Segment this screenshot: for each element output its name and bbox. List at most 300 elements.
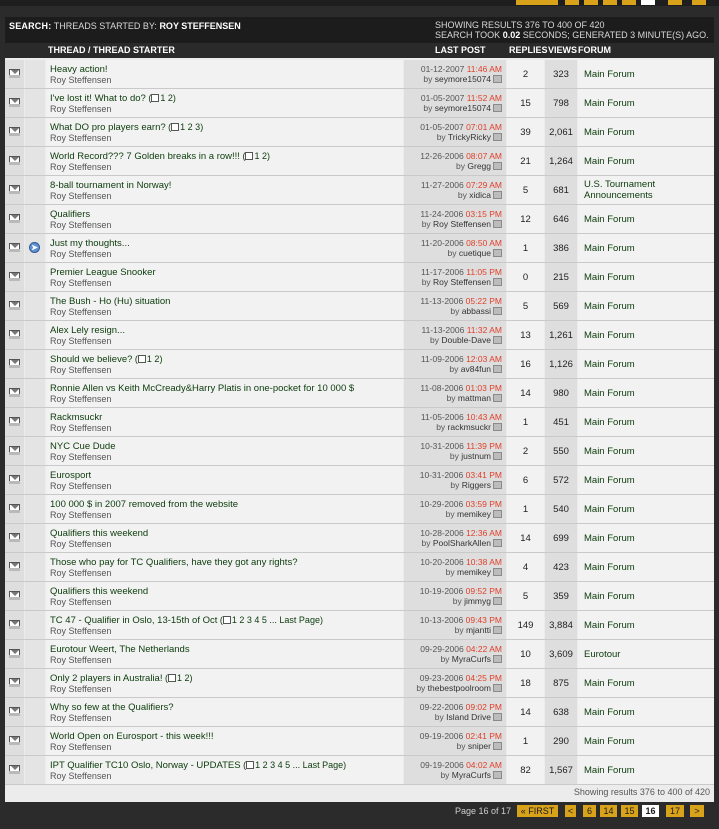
last-post-by: by justnum bbox=[420, 451, 502, 461]
last-post-user[interactable]: MyraCurfs bbox=[451, 654, 491, 664]
column-replies[interactable]: REPLIES bbox=[509, 45, 548, 55]
go-to-last-post-icon[interactable] bbox=[493, 336, 502, 344]
last-post-datetime: 11-13-2006 05:22 PM bbox=[420, 296, 502, 306]
thread-starter[interactable]: Roy Steffensen bbox=[50, 742, 112, 752]
views-cell bbox=[545, 205, 577, 233]
reply-count[interactable]: 12 bbox=[520, 214, 531, 225]
replies-cell bbox=[507, 524, 544, 552]
last-post-user[interactable]: sniper bbox=[467, 741, 491, 751]
pager-button[interactable]: 15 bbox=[621, 805, 638, 817]
thread-title-cell bbox=[46, 495, 403, 523]
envelope-icon bbox=[9, 185, 20, 194]
thread-title-link[interactable]: World Record??? 7 Golden breaks in a row!!! bbox=[50, 151, 240, 162]
thread-title-cell bbox=[46, 640, 403, 668]
thread-status-cell bbox=[5, 582, 24, 610]
forum-link[interactable]: Eurotour bbox=[584, 649, 621, 660]
forum-link[interactable]: Main Forum bbox=[584, 562, 635, 573]
go-to-last-post-icon[interactable] bbox=[493, 510, 502, 518]
view-count: 638 bbox=[553, 707, 569, 718]
thread-title-cell bbox=[46, 437, 403, 465]
thread-starter[interactable]: Roy Steffensen bbox=[50, 684, 112, 694]
go-to-last-post-icon[interactable] bbox=[493, 365, 502, 373]
pager-button[interactable]: < bbox=[565, 805, 576, 817]
view-count: 2,061 bbox=[549, 127, 573, 138]
forum-link[interactable]: Main Forum bbox=[584, 417, 635, 428]
last-post-user[interactable]: xidica bbox=[469, 190, 491, 200]
reply-count[interactable]: 18 bbox=[520, 678, 531, 689]
top-pager-button[interactable] bbox=[516, 0, 558, 5]
thread-starter[interactable]: Roy Steffensen bbox=[50, 104, 112, 114]
table-row bbox=[5, 437, 714, 466]
reply-count[interactable]: 149 bbox=[517, 620, 534, 631]
reply-count[interactable]: 0 bbox=[522, 272, 529, 283]
pager-button[interactable]: 6 bbox=[583, 805, 596, 817]
table-row bbox=[5, 553, 714, 582]
last-post-user[interactable]: cuetique bbox=[458, 248, 491, 258]
thread-title-link[interactable]: Qualifiers this weekend bbox=[50, 586, 149, 597]
last-post-datetime: 11-09-2006 12:03 AM bbox=[420, 354, 502, 364]
reply-count[interactable]: 14 bbox=[520, 533, 531, 544]
reply-count[interactable]: 5 bbox=[522, 185, 529, 196]
go-to-last-post-icon[interactable] bbox=[493, 771, 502, 779]
go-to-last-post-icon[interactable] bbox=[493, 394, 502, 402]
thread-starter[interactable]: Roy Steffensen bbox=[50, 539, 112, 549]
thread-title-cell bbox=[46, 60, 403, 88]
go-to-last-post-icon[interactable] bbox=[493, 452, 502, 460]
reply-count[interactable]: 4 bbox=[522, 562, 529, 573]
go-to-last-post-icon[interactable] bbox=[493, 133, 502, 141]
post-icon-cell bbox=[25, 437, 45, 465]
thread-starter[interactable]: Roy Steffensen bbox=[50, 278, 112, 288]
last-post-user[interactable]: Island Drive bbox=[446, 712, 491, 722]
thread-page-links[interactable]: 1 2 bbox=[160, 93, 173, 103]
thread-title-cell bbox=[46, 118, 403, 146]
last-post-cell bbox=[404, 640, 506, 668]
search-timing: SEARCH TOOK 0.02 SECONDS; GENERATED 3 MINUTE(S) AGO. bbox=[435, 30, 709, 40]
pager-button[interactable]: > bbox=[690, 805, 704, 817]
thread-status-cell bbox=[5, 205, 24, 233]
go-to-last-post-icon[interactable] bbox=[493, 684, 502, 692]
forum-link[interactable]: Main Forum bbox=[584, 98, 635, 109]
reply-count[interactable]: 2 bbox=[522, 69, 529, 80]
thread-title-link[interactable]: Why so few at the Qualifiers? bbox=[50, 702, 174, 713]
go-to-last-post-icon[interactable] bbox=[493, 278, 502, 286]
thread-page-links[interactable]: 1 2 3 bbox=[180, 122, 201, 132]
thread-starter[interactable]: Roy Steffensen bbox=[50, 162, 112, 172]
last-post-datetime: 11-27-2006 07:29 AM bbox=[420, 180, 502, 190]
view-count: 646 bbox=[553, 214, 569, 225]
table-row bbox=[5, 698, 714, 727]
column-last-post[interactable]: LAST POST bbox=[435, 45, 486, 55]
thread-title-link[interactable]: TC 47 - Qualifier in Oslo, 13-15th of Oct bbox=[50, 615, 218, 626]
post-icon-cell bbox=[25, 756, 45, 784]
thread-title-link[interactable]: Ronnie Allen vs Keith McCready&Harry Platis in one-pocket for 10 000 $ bbox=[50, 383, 355, 394]
last-post-user[interactable]: thebestpoolroom bbox=[427, 683, 491, 693]
forum-link[interactable]: Main Forum bbox=[584, 707, 635, 718]
thread-starter[interactable]: Roy Steffensen bbox=[50, 365, 112, 375]
reply-count[interactable]: 14 bbox=[520, 707, 531, 718]
go-to-last-post-icon[interactable] bbox=[493, 742, 502, 750]
top-pager-button[interactable] bbox=[692, 0, 706, 5]
views-cell bbox=[545, 698, 577, 726]
search-user: ROY STEFFENSEN bbox=[159, 21, 241, 31]
forum-link[interactable]: Main Forum bbox=[584, 591, 635, 602]
reply-count[interactable]: 1 bbox=[522, 736, 529, 747]
go-to-last-post-icon[interactable] bbox=[493, 104, 502, 112]
view-count: 875 bbox=[553, 678, 569, 689]
forum-link[interactable]: Main Forum bbox=[584, 736, 635, 747]
view-count: 290 bbox=[553, 736, 569, 747]
last-post-cell bbox=[404, 118, 506, 146]
thread-starter[interactable]: Roy Steffensen bbox=[50, 655, 112, 665]
post-icon-cell bbox=[25, 89, 45, 117]
go-to-last-post-icon[interactable] bbox=[493, 220, 502, 228]
multipage-icon bbox=[138, 355, 146, 363]
forum-link[interactable]: Main Forum bbox=[584, 214, 635, 225]
thread-page-links[interactable]: 1 2 3 4 5 ... Last Page bbox=[231, 615, 320, 625]
thread-pages: ( 1 2) bbox=[148, 93, 176, 103]
forum-cell bbox=[578, 234, 714, 262]
forum-link[interactable]: Main Forum bbox=[584, 156, 635, 167]
multipage-icon bbox=[171, 123, 179, 131]
views-cell bbox=[545, 321, 577, 349]
thread-starter[interactable]: Roy Steffensen bbox=[50, 249, 112, 259]
thread-starter[interactable]: Roy Steffensen bbox=[50, 568, 112, 578]
last-post-user[interactable]: Riggers bbox=[461, 480, 491, 490]
forum-cell bbox=[578, 727, 714, 755]
forum-link[interactable]: Main Forum bbox=[584, 533, 635, 544]
last-post-user[interactable]: memikey bbox=[456, 567, 491, 577]
forum-cell bbox=[578, 582, 714, 610]
post-icon-cell bbox=[25, 176, 45, 204]
thread-starter[interactable]: Roy Steffensen bbox=[50, 597, 112, 607]
pager-current-page[interactable]: 16 bbox=[642, 805, 659, 817]
last-post-user[interactable]: rackmsuckr bbox=[447, 422, 491, 432]
thread-starter[interactable]: Roy Steffensen bbox=[50, 481, 112, 491]
go-to-last-post-icon[interactable] bbox=[493, 568, 502, 576]
forum-link[interactable]: Main Forum bbox=[584, 330, 635, 341]
reply-count[interactable]: 14 bbox=[520, 388, 531, 399]
thread-status-cell bbox=[5, 176, 24, 204]
top-pager-button[interactable] bbox=[584, 0, 598, 5]
thread-starter[interactable]: Roy Steffensen bbox=[50, 133, 112, 143]
post-icon-cell bbox=[25, 611, 45, 639]
envelope-icon bbox=[9, 127, 20, 136]
last-post-user[interactable]: Gregg bbox=[467, 161, 491, 171]
last-post-user[interactable]: Roy Steffensen bbox=[433, 219, 491, 229]
thread-title-cell bbox=[46, 263, 403, 291]
go-to-last-post-icon[interactable] bbox=[493, 307, 502, 315]
envelope-icon bbox=[9, 359, 20, 368]
thread-status-cell bbox=[5, 292, 24, 320]
reply-count[interactable]: 1 bbox=[522, 504, 529, 515]
views-cell bbox=[545, 727, 577, 755]
replies-cell bbox=[507, 292, 544, 320]
post-icon-cell bbox=[25, 60, 45, 88]
table-row bbox=[5, 89, 714, 118]
forum-link[interactable]: Main Forum bbox=[584, 359, 635, 370]
last-post-cell bbox=[404, 437, 506, 465]
go-to-last-post-icon[interactable] bbox=[493, 191, 502, 199]
forum-cell bbox=[578, 176, 714, 204]
go-to-last-post-icon[interactable] bbox=[493, 249, 502, 257]
last-post-cell bbox=[404, 495, 506, 523]
thread-page-links[interactable]: 1 2 bbox=[177, 673, 190, 683]
last-post-by: by MyraCurfs bbox=[420, 770, 502, 780]
column-forum[interactable]: FORUM bbox=[578, 45, 611, 55]
thread-title-link[interactable]: The Bush - Ho (Hu) situation bbox=[50, 296, 171, 307]
post-icon-cell bbox=[25, 466, 45, 494]
view-count: 323 bbox=[553, 69, 569, 80]
thread-title-link[interactable]: Those who pay for TC Qualifiers, have they got any rights? bbox=[50, 557, 298, 568]
last-post-datetime: 01-12-2007 11:46 AM bbox=[420, 64, 502, 74]
last-post-cell bbox=[404, 408, 506, 436]
thread-title-link[interactable]: Rackmsuckr bbox=[50, 412, 103, 423]
last-post-cell bbox=[404, 466, 506, 494]
reply-count[interactable]: 5 bbox=[522, 591, 529, 602]
thread-starter[interactable]: Roy Steffensen bbox=[50, 423, 112, 433]
replies-cell bbox=[507, 60, 544, 88]
go-to-last-post-icon[interactable] bbox=[493, 626, 502, 634]
last-post-user[interactable]: MyraCurfs bbox=[451, 770, 491, 780]
forum-link[interactable]: Main Forum bbox=[584, 765, 635, 776]
top-pager-strip bbox=[0, 0, 719, 6]
go-to-last-post-icon[interactable] bbox=[493, 75, 502, 83]
thread-title-link[interactable]: 8-ball tournament in Norway! bbox=[50, 180, 172, 191]
last-post-datetime: 12-26-2006 08:07 AM bbox=[420, 151, 502, 161]
thread-title-link[interactable]: Eurosport bbox=[50, 470, 92, 481]
thread-title-link[interactable]: 100 000 $ in 2007 removed from the website bbox=[50, 499, 239, 510]
reply-count[interactable]: 21 bbox=[520, 156, 531, 167]
thread-title-link[interactable]: IPT Qualifier TC10 Oslo, Norway - UPDATES bbox=[50, 760, 241, 771]
thread-title-link[interactable]: Just my thoughts... bbox=[50, 238, 130, 249]
last-post-by: by seymore15074 bbox=[421, 74, 502, 84]
reply-count[interactable]: 13 bbox=[520, 330, 531, 341]
last-post-by: by TrickyRicky bbox=[420, 132, 502, 142]
thread-starter[interactable]: Roy Steffensen bbox=[50, 771, 112, 781]
thread-status-cell bbox=[5, 698, 24, 726]
thread-status-cell bbox=[5, 727, 24, 755]
thread-starter[interactable]: Roy Steffensen bbox=[50, 394, 112, 404]
view-count: 1,126 bbox=[549, 359, 573, 370]
forum-link[interactable]: Main Forum bbox=[584, 69, 635, 80]
thread-title-link[interactable]: Qualifiers bbox=[50, 209, 91, 220]
last-post-user[interactable]: memikey bbox=[456, 509, 491, 519]
last-post-by: by memikey bbox=[420, 509, 502, 519]
envelope-icon bbox=[9, 388, 20, 397]
last-post-datetime: 10-19-2006 09:52 PM bbox=[419, 586, 502, 596]
top-pager-button[interactable] bbox=[641, 0, 655, 5]
thread-title-link[interactable]: NYC Cue Dude bbox=[50, 441, 116, 452]
last-post-user[interactable]: Double-Dave bbox=[441, 335, 491, 345]
last-post-user[interactable]: mjantti bbox=[465, 625, 491, 635]
go-to-last-post-icon[interactable] bbox=[493, 655, 502, 663]
thread-starter[interactable]: Roy Steffensen bbox=[50, 452, 112, 462]
top-pager-button[interactable] bbox=[565, 0, 579, 5]
forum-link[interactable]: Main Forum bbox=[584, 301, 635, 312]
last-post-user[interactable]: abbassi bbox=[461, 306, 491, 316]
forum-link[interactable]: Main Forum bbox=[584, 504, 635, 515]
view-count: 1,264 bbox=[549, 156, 573, 167]
last-post-cell bbox=[404, 756, 506, 784]
go-to-last-post-icon[interactable] bbox=[493, 597, 502, 605]
views-cell bbox=[545, 263, 577, 291]
view-count: 572 bbox=[553, 475, 569, 486]
thread-page-links[interactable]: 1 2 bbox=[146, 354, 160, 364]
views-cell bbox=[545, 60, 577, 88]
forum-link[interactable]: Main Forum bbox=[584, 446, 635, 457]
top-pager-button[interactable] bbox=[668, 0, 682, 5]
post-icon-cell bbox=[25, 698, 45, 726]
thread-title-cell bbox=[46, 408, 403, 436]
views-cell bbox=[545, 524, 577, 552]
last-post-user[interactable]: justnum bbox=[461, 451, 491, 461]
thread-title-link[interactable]: Heavy action! bbox=[50, 64, 108, 75]
last-post-by: by abbassi bbox=[420, 306, 502, 316]
column-thread[interactable]: THREAD / THREAD STARTER bbox=[48, 45, 175, 55]
thread-page-links[interactable]: 1 2 3 4 5 ... Last Page bbox=[255, 760, 344, 770]
forum-link[interactable]: Main Forum bbox=[584, 475, 635, 486]
last-post-datetime: 09-23-2006 04:25 PM bbox=[419, 673, 502, 683]
go-to-last-post-icon[interactable] bbox=[493, 162, 502, 170]
forum-link[interactable]: Main Forum bbox=[584, 243, 635, 254]
envelope-icon bbox=[9, 533, 20, 542]
last-post-datetime: 01-05-2007 11:52 AM bbox=[420, 93, 502, 103]
pager-button[interactable]: « FIRST bbox=[517, 805, 558, 817]
last-post-user[interactable]: Roy Steffensen bbox=[433, 277, 491, 287]
forum-cell bbox=[578, 60, 714, 88]
thread-title-link[interactable]: What DO pro players earn? bbox=[50, 122, 166, 133]
replies-cell bbox=[507, 756, 544, 784]
thread-pages: ( 1 2) bbox=[242, 151, 270, 161]
last-post-by: by Riggers bbox=[420, 480, 502, 490]
replies-cell bbox=[507, 727, 544, 755]
thread-title-link[interactable]: Qualifiers this weekend bbox=[50, 528, 149, 539]
thread-title-cell bbox=[46, 698, 403, 726]
go-to-last-post-icon[interactable] bbox=[493, 539, 502, 547]
replies-cell bbox=[507, 640, 544, 668]
post-icon-cell bbox=[25, 292, 45, 320]
go-to-last-post-icon[interactable] bbox=[493, 481, 502, 489]
post-icon-cell bbox=[25, 147, 45, 175]
thread-status-cell bbox=[5, 89, 24, 117]
last-post-user[interactable]: mattman bbox=[457, 393, 491, 403]
thread-title-link[interactable]: Premier League Snooker bbox=[50, 267, 156, 278]
last-post-user[interactable]: seymore15074 bbox=[434, 103, 491, 113]
reply-count[interactable]: 39 bbox=[520, 127, 531, 138]
forum-link[interactable]: Main Forum bbox=[584, 678, 635, 689]
thread-page-links[interactable]: 1 2 bbox=[254, 151, 267, 161]
thread-title-link[interactable]: World Open on Eurosport - this week!!! bbox=[50, 731, 214, 742]
reply-count[interactable]: 16 bbox=[520, 359, 531, 370]
last-post-datetime: 10-31-2006 03:41 PM bbox=[419, 470, 502, 480]
last-post-user[interactable]: av84fun bbox=[460, 364, 491, 374]
last-post-by: by Double-Dave bbox=[421, 335, 502, 345]
last-post-user[interactable]: jimmyg bbox=[464, 596, 491, 606]
thread-title-cell bbox=[46, 205, 403, 233]
forum-cell bbox=[578, 640, 714, 668]
envelope-icon bbox=[9, 98, 20, 107]
last-post-user[interactable]: seymore15074 bbox=[434, 74, 491, 84]
thread-title-link[interactable]: Should we believe? bbox=[50, 354, 133, 365]
thread-starter[interactable]: Roy Steffensen bbox=[50, 307, 112, 317]
thread-title-cell bbox=[46, 292, 403, 320]
post-icon-cell bbox=[25, 524, 45, 552]
thread-title-cell bbox=[46, 669, 403, 697]
forum-link[interactable]: Main Forum bbox=[584, 272, 635, 283]
thread-title-cell bbox=[46, 727, 403, 755]
pager-button[interactable]: 17 bbox=[666, 805, 684, 817]
reply-count[interactable]: 10 bbox=[520, 649, 531, 660]
last-post-datetime: 11-17-2006 11:05 PM bbox=[421, 267, 502, 277]
reply-count[interactable]: 15 bbox=[520, 98, 531, 109]
thread-starter[interactable]: Roy Steffensen bbox=[50, 220, 112, 230]
thread-starter[interactable]: Roy Steffensen bbox=[50, 336, 112, 346]
forum-link[interactable]: Main Forum bbox=[584, 620, 635, 631]
views-cell bbox=[545, 292, 577, 320]
reply-count[interactable]: 82 bbox=[520, 765, 531, 776]
envelope-icon bbox=[9, 649, 20, 658]
thread-starter[interactable]: Roy Steffensen bbox=[50, 75, 112, 85]
replies-cell bbox=[507, 611, 544, 639]
top-pager-button[interactable] bbox=[622, 0, 636, 5]
thread-starter[interactable]: Roy Steffensen bbox=[50, 510, 112, 520]
forum-link[interactable]: U.S. Tournament Announcements bbox=[584, 179, 656, 201]
thread-status-cell bbox=[5, 553, 24, 581]
thread-title-link[interactable]: Alex Lely resign... bbox=[50, 325, 125, 336]
thread-starter[interactable]: Roy Steffensen bbox=[50, 626, 112, 636]
last-post-user[interactable]: PoolSharkAllen bbox=[432, 538, 491, 548]
thread-starter[interactable]: Roy Steffensen bbox=[50, 713, 112, 723]
reply-count[interactable]: 1 bbox=[522, 243, 529, 254]
thread-status-cell bbox=[5, 524, 24, 552]
envelope-icon bbox=[9, 272, 20, 281]
reply-count[interactable]: 5 bbox=[522, 301, 529, 312]
reply-count[interactable]: 6 bbox=[522, 475, 529, 486]
thread-title-link[interactable]: Only 2 players in Australia! bbox=[50, 673, 163, 684]
replies-cell bbox=[507, 582, 544, 610]
forum-cell bbox=[578, 147, 714, 175]
column-header-row bbox=[5, 43, 714, 58]
pager-button[interactable]: 14 bbox=[600, 805, 617, 817]
envelope-icon bbox=[9, 446, 20, 455]
column-views[interactable]: VIEWS bbox=[548, 45, 578, 55]
views-cell bbox=[545, 669, 577, 697]
go-to-last-post-icon[interactable] bbox=[493, 713, 502, 721]
reply-count[interactable]: 1 bbox=[522, 417, 529, 428]
forum-cell bbox=[578, 321, 714, 349]
forum-cell bbox=[578, 553, 714, 581]
reply-count[interactable]: 2 bbox=[522, 446, 529, 457]
views-cell bbox=[545, 408, 577, 436]
views-cell bbox=[545, 89, 577, 117]
envelope-icon bbox=[9, 678, 20, 687]
last-post-cell bbox=[404, 263, 506, 291]
forum-cell bbox=[578, 118, 714, 146]
last-post-user[interactable]: TrickyRicky bbox=[447, 132, 491, 142]
thread-title-link[interactable]: I've lost it! What to do? bbox=[50, 93, 146, 104]
top-pager-button[interactable] bbox=[603, 0, 617, 5]
last-post-cell bbox=[404, 176, 506, 204]
thread-status-cell bbox=[5, 756, 24, 784]
forum-link[interactable]: Main Forum bbox=[584, 127, 635, 138]
envelope-icon bbox=[9, 765, 20, 774]
thread-title-link[interactable]: Eurotour Weert, The Netherlands bbox=[50, 644, 190, 655]
forum-link[interactable]: Main Forum bbox=[584, 388, 635, 399]
go-to-last-post-icon[interactable] bbox=[493, 423, 502, 431]
forum-cell bbox=[578, 205, 714, 233]
thread-starter[interactable]: Roy Steffensen bbox=[50, 191, 112, 201]
